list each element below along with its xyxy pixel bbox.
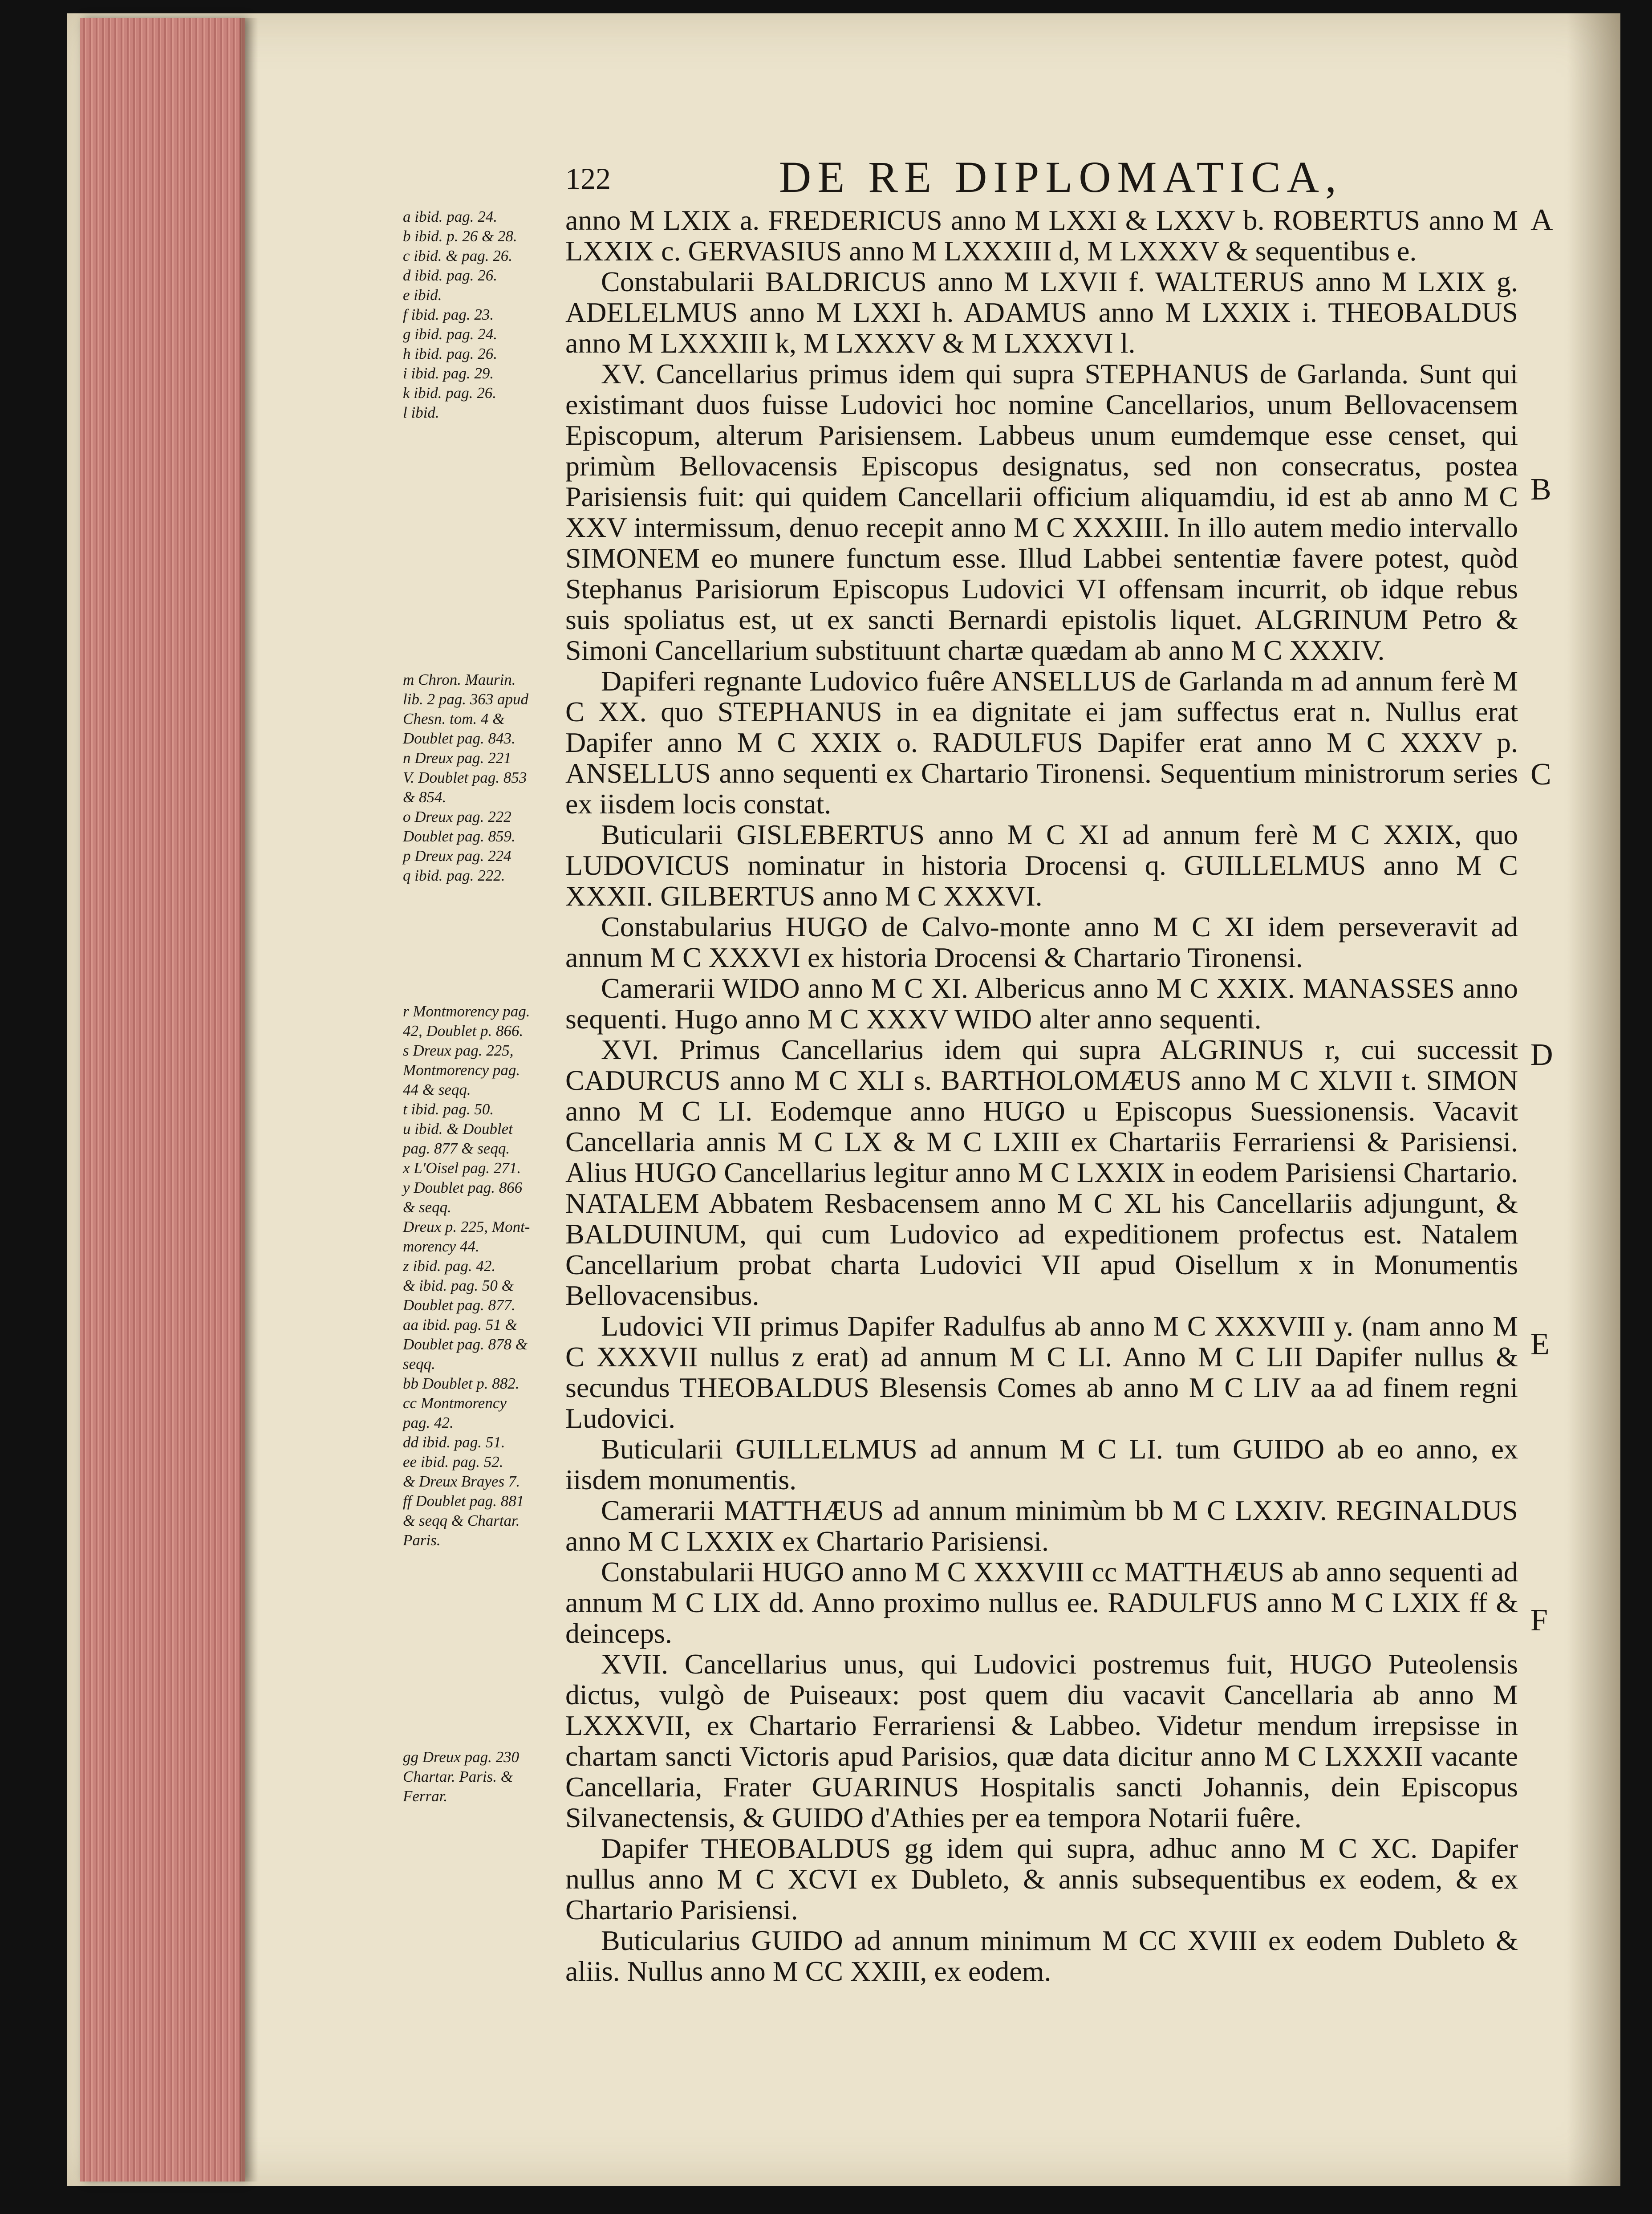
paragraph: Constabularius HUGO de Calvo-monte anno M C XI idem perseveravit ad annum M C XXXVI ex historia Drocensi & Chartario Tironensi. [565,911,1518,973]
section-letter-c: C [1530,757,1551,792]
paragraph: Dapiferi regnante Ludovico fuêre ANSELLUS de Garlanda m ad annum ferè M C XX. quo STEPHANUS in ea dignitate ei jam suffectus erat n. Nullus erat Dapifer anno M C XXIX o. RADULFUS Dapifer erat anno M C XXXV p. ANSELLUS anno sequenti ex Chartario Tironensi. Sequentium ministrorum series ex iisdem locis constat. [565,665,1518,820]
paragraph: anno M LXIX a. FREDERICUS anno M LXXI & LXXV b. ROBERTUS anno M LXXIX c. GERVASIUS anno M LXXXIII d, M LXXXV & sequentibus e. [565,204,1518,267]
paragraph: Dapifer THEOBALDUS gg idem qui supra, adhuc anno M C XC. Dapifer nullus anno M C XCVI ex Dubleto, & annis subsequentibus ex eodem, & ex Chartario Parisiensi. [565,1832,1518,1926]
section-letter-f: F [1530,1603,1548,1637]
margin-note: a ibid. pag. 24. b ibid. p. 26 & 28. c ibid. & pag. 26. d ibid. pag. 26. e ibid. f ibid. pag. 23. g ibid. pag. 24. h ibid. pag. 26. i ibid. pag. 29. k ibid. pag. 26. l ibid. [403,208,517,421]
section-letter-e: E [1530,1327,1550,1361]
page-number: 122 [565,162,611,195]
paragraph: XVI. Primus Cancellarius idem qui supra ALGRINUS r, cui successit CADURCUS anno M C XLI s. BARTHOLOMÆUS anno M C XLVII t. SIMON anno M C LI. Eodemque anno HUGO u Episcopus Suessionensis. Vacavit Cancellaria annis M C LX & M C LXIII ex Chartariis Ferrariensi & Parisiensi. Alius HUGO Cancellarius legitur anno M C LXXIX in eodem Parisiensi Chartario. NATALEM Abbatem Resbacensem anno M C XL his Cancellariis adjungunt, & BALDUINUM, qui cum Ludovico ad expeditionem profectus est. Natalem Cancellarium probat charta Ludovici VII apud Oisellum x in Monumentis Bellovacensibus. [565,1034,1518,1311]
paragraph: Buticularius GUIDO ad annum minimum M CC XVIII ex eodem Dubleto & aliis. Nullus anno M CC XXIII, ex eodem. [565,1925,1518,1987]
paragraph: Constabularii HUGO anno M C XXXVIII cc MATTHÆUS ab anno sequenti ad annum M C LIX dd. Anno proximo nullus ee. RADULFUS anno M C LXIX ff & deinceps. [565,1556,1518,1649]
section-letter-a: A [1530,203,1553,237]
paragraph: Camerarii WIDO anno M C XI. Albericus anno M C XXIX. MANASSES anno sequenti. Hugo anno M C XXXV WIDO alter anno sequenti. [565,972,1518,1035]
paragraph: Camerarii MATTHÆUS ad annum minimùm bb M C LXXIV. REGINALDUS anno M C LXXIX ex Chartario Parisiensi. [565,1495,1518,1557]
paragraph: XV. Cancellarius primus idem qui supra STEPHANUS de Garlanda. Sunt qui existimant duos fuisse Ludovici hoc nomine Cancellarios, unum Bellovacensem Episcopum, alterum Parisiensem. Labbeus unum eumdemque esse censet, qui primùm Bellovacensis Episcopus designatus, sed non consecratus, postea Parisiensis fuit: qui quidem Cancellarii officium aliquamdiu, id est ab anno M C XXV intermissum, denuo recepit anno M C XXXIII. In illo autem medio intervallo SIMONEM eo munere functum esse. Illud Labbei sententiæ favere potest, quòd Stephanus Parisiorum Episcopus Ludovici VI offensam incurrit, ob idque rebus suis spoliatus est, ut ex sancti Bernardi epistolis liquet. ALGRINUM Petro & Simoni Cancellarium substituunt chartæ quædam ab anno M C XXXIV. [565,358,1518,666]
gutter-shadow [240,18,258,2182]
section-letter-b: B [1530,472,1551,507]
page-curl-shadow [1567,13,1620,2186]
main-text [565,205,1518,1987]
paragraph: Buticularii GUILLELMUS ad annum M C LI. tum GUIDO ab eo anno, ex iisdem monumentis. [565,1433,1518,1495]
running-title: DE RE DIPLOMATICA, [779,152,1343,202]
paragraph: Buticularii GISLEBERTUS anno M C XI ad annum ferè M C XXIX, quo LUDOVICUS nominatur in historia Drocensi q. GUILLELMUS anno M C XXXII. GILBERTUS anno M C XXXVI. [565,819,1518,912]
margin-note: m Chron. Maurin. lib. 2 pag. 363 apud Chesn. tom. 4 & Doublet pag. 843. n Dreux pag. 221 V. Doublet pag. 853 & 854. o Dreux pag. 222 Doublet pag. 859. p Dreux pag. 224 q ibid. pag. 222. [403,671,528,884]
section-letter-d: D [1530,1038,1553,1072]
page-edges [80,18,245,2182]
paragraph: Ludovici VII primus Dapifer Radulfus ab anno M C XXXVIII y. (nam anno M C XXXVII nullus z erat) ad annum M C LI. Anno M C LII Dapifer nullus & secundus THEOBALDUS Blesensis Comes ab anno M C LIV aa ad finem regni Ludovici. [565,1310,1518,1434]
page-header [565,151,1509,200]
margin-note: gg Dreux pag. 230 Chartar. Paris. & Ferrar. [403,1748,520,1805]
paragraph: XVII. Cancellarius unus, qui Ludovici postremus fuit, HUGO Puteolensis dictus, vulgò de Puiseaux: post quem diu vacavit Cancellaria ab anno M LXXXVII, ex Chartario Ferrariensi & Labbeo. Videtur mendum irrepsisse in chartam sancti Victoris apud Parisios, quæ data dicitur anno M C LXXXII vacante Cancellaria, Frater GUARINUS Hospitalis sancti Johannis, dein Episcopus Silvanectensis, & GUIDO d'Athies per ea tempora Notarii fuêre. [565,1648,1518,1833]
paragraph: Constabularii BALDRICUS anno M LXVII f. WALTERUS anno M LXIX g. ADELELMUS anno M LXXI h. ADAMUS anno M LXXIX i. THEOBALDUS anno M LXXXIII k, M LXXXV & M LXXXVI l. [565,266,1518,359]
margin-note: r Montmorency pag. 42, Doublet p. 866. s Dreux pag. 225, Montmorency pag. 44 & seqq. t ibid. pag. 50. u ibid. & Doublet pag. 877 & seqq. x L'Oisel pag. 271. y Doublet pag. 866 & seqq. Dreux p. 225, Mont- morency 44. z ibid. pag. 42. & ibid. pag. 50 & Doublet pag. 877. aa ibid. pag. 51 & Doublet pag. 878 & seqq. bb Doublet p. 882. cc Montmorency pag. 42. dd ibid. pag. 51. ee ibid. pag. 52. & Dreux Brayes 7. ff Doublet pag. 881 & seqq & Chartar. Paris. [403,1003,530,1549]
